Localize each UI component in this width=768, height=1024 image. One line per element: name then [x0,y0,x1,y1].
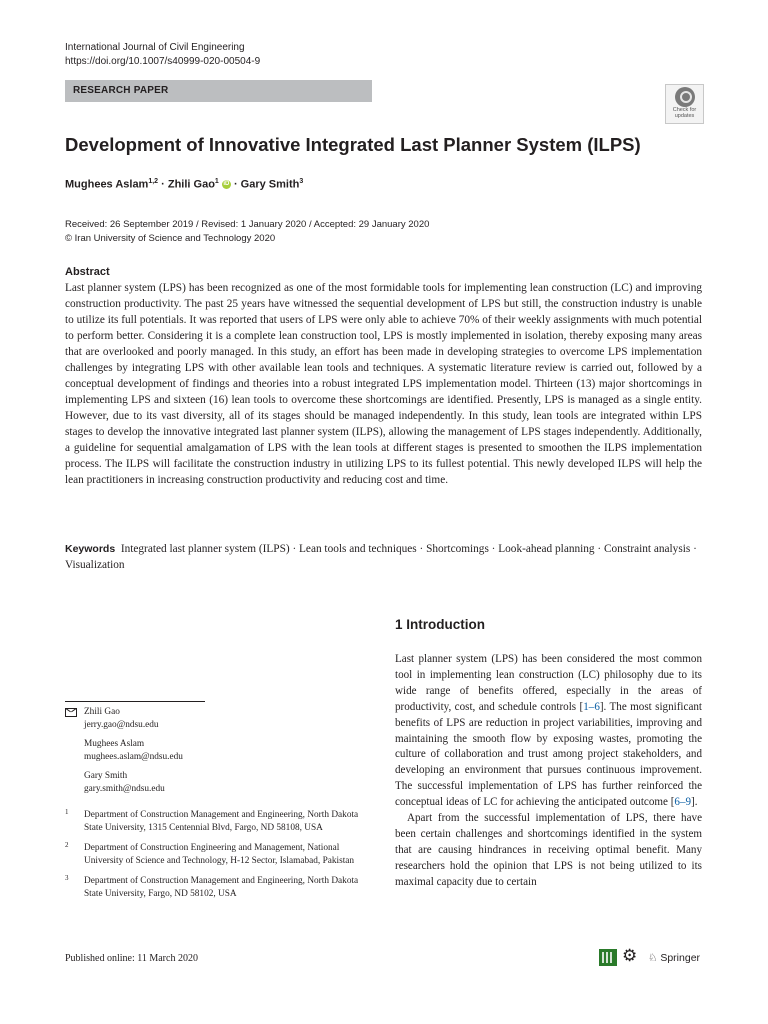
contact-email[interactable]: mughees.aslam@ndsu.edu [84,752,183,762]
publisher-name: Springer [660,952,701,964]
section-banner [65,80,372,102]
check-updates-icon [675,87,695,107]
affiliation-entry [65,842,365,868]
affiliation-text: Department of Construction Management and Engineering, North Dakota State University, 1315 Centennial Blvd, Fargo, ND 58108, USA [84,810,359,833]
abstract-text: Last planner system (LPS) has been recognized as one of the most formidable tools for implementing lean construction (LC) and improving construction productivity. The past 25 years have witnessed the sequential development of LPS but still, the construction industry is unable to utilize its full potentials. It was reported that users of LPS were only able to achieve 70% of their weekly assignments with much potential to perform better. Considering it is a complete lean construction tool, LPS is mostly implemented in isolation, thereby exposing many areas that are overlooked and poorly managed. In this study, an effort has been made in developing strategies to overcome LPS implementation challenges by integrating LPS with other available lean tools and techniques. A systematic literature review is carried out, followed by a conceptual development of findings and theories into a robust integrated LPS implementation model. Thirteen (13) major shortcomings in implementing LPS and sixteen (16) lean tools to overcome these shortcomings are identified. Presently, LPS is managed as a single entity. However, due to its vast diversity, all of its stages should be managed independently. In this study, lean tools are integrated within LPS stages to develop the innovative integrated last planner system (ILPS), allowing the management of LPS stages independently. Additionally, a guideline for sequential amalgamation of LPS with the lean tools at different stages is presented to smoothen the ILPS implementation process. The ILPS will facilitate the construction industry in utilizing LPS to its fullest potential. This newly developed ILPS will help the lean practitioners in increasing construction productivity and reducing cost and time. [65,282,702,486]
affiliation-number: 1 [65,808,69,816]
orcid-icon[interactable]: iD [223,181,230,188]
published-date: Published online: 11 March 2020 [65,953,198,964]
affiliation-text: Department of Construction Engineering and Management, National University of Science and Technology, H-12 Sector, Islamabad, Pakistan [84,843,355,866]
introduction-body [395,652,702,891]
doi-link[interactable]: https://doi.org/10.1007/s40999-020-00504-9 [65,56,261,67]
author-affiliation: 1,2 [148,178,159,185]
keywords-text: Integrated last planner system (ILPS) · Lean tools and techniques · Shortcomings · Look-ahead planning · Constraint analysis · Visualization [65,543,697,571]
correspondence-block [65,706,365,901]
abstract-heading: Abstract [65,266,110,278]
footnote-divider [65,701,205,702]
affiliation-entry [65,875,365,901]
contact-email[interactable]: gary.smith@ndsu.edu [84,784,165,794]
author-name[interactable]: Gary Smith [240,178,300,191]
journal-header [65,41,260,69]
journal-name: International Journal of Civil Engineering [65,42,245,53]
text-run: ]. [691,796,698,809]
citation-link[interactable]: 1–6 [583,700,600,713]
springer-horse-icon: ♘ [648,952,658,964]
contact-name: Gary Smith [84,771,128,781]
publisher-logo [648,952,700,964]
contact-email[interactable]: jerry.gao@ndsu.edu [84,720,159,730]
journal-logo-icon [599,949,617,966]
text-run: Last planner system (LPS) has been considered the most common tool in implementing lean construction (LC) philosophy due to its wide range of benefits offered, especially in the areas of productivity, cost, and schedule controls [ [395,653,702,713]
article-history: Received: 26 September 2019 / Revised: 1 January 2020 / Accepted: 29 January 2020 [65,219,430,230]
article-dates [65,218,429,246]
citation-link[interactable]: 6–9 [674,796,692,809]
contact-name: Mughees Aslam [84,739,145,749]
contact-name: Zhili Gao [84,707,120,717]
contact-entry [65,706,365,732]
check-updates-line-2: updates [674,113,695,119]
paper-title: Development of Innovative Integrated Last Planner System (ILPS) [65,134,641,155]
paragraph: Apart from the successful implementation of LPS, there have been certain challenges and shortcomings identified in the system that are causing hindrances in receiving optimal benefit. Many researchers hold the opinion that LPS is not being utilized to its maximal capacity due to certain [395,812,702,888]
section-heading: 1 Introduction [395,617,485,632]
keywords-block [65,541,702,573]
affiliation-number: 2 [65,841,69,849]
contact-entry [65,770,365,796]
affiliation-text: Department of Construction Management and Engineering, North Dakota State University, Fargo, ND 58102, USA [84,876,359,899]
check-for-updates-badge[interactable] [665,84,704,124]
author-affiliation: 3 [299,178,304,185]
contact-entry [65,738,365,764]
author-name[interactable]: Mughees Aslam [65,178,149,191]
check-updates-line-1: Check for [672,107,697,113]
author-list: Mughees Aslam$^{1,2}$ · Zhili Gao$^1$ iD · Gary Smith$^3$ [65,178,304,191]
paragraph [395,652,702,811]
keywords-label: Keywords [65,543,116,555]
author-name[interactable]: Zhili Gao [167,178,215,191]
section-label: RESEARCH PAPER [73,85,169,96]
text-run: ]. The most significant benefits of LPS are reduction in project variabilities, improving and maintaining the smooth flow by exposing wastes, promoting the culture of collaboration and trust among project stakeholders, and developing an environment that pursues continuous improvement. The successful implementation of LPS has further reinforced the conceptual ideas of LC for achieving the anticipated outcome [ [395,700,702,809]
envelope-icon [65,708,77,717]
copyright-line: © Iran University of Science and Technology 2020 [65,233,276,244]
affiliation-entry [65,809,365,835]
author-affiliation: 1 [214,178,219,185]
university-gear-icon: ⚙ [622,946,638,965]
affiliation-number: 3 [65,874,69,882]
